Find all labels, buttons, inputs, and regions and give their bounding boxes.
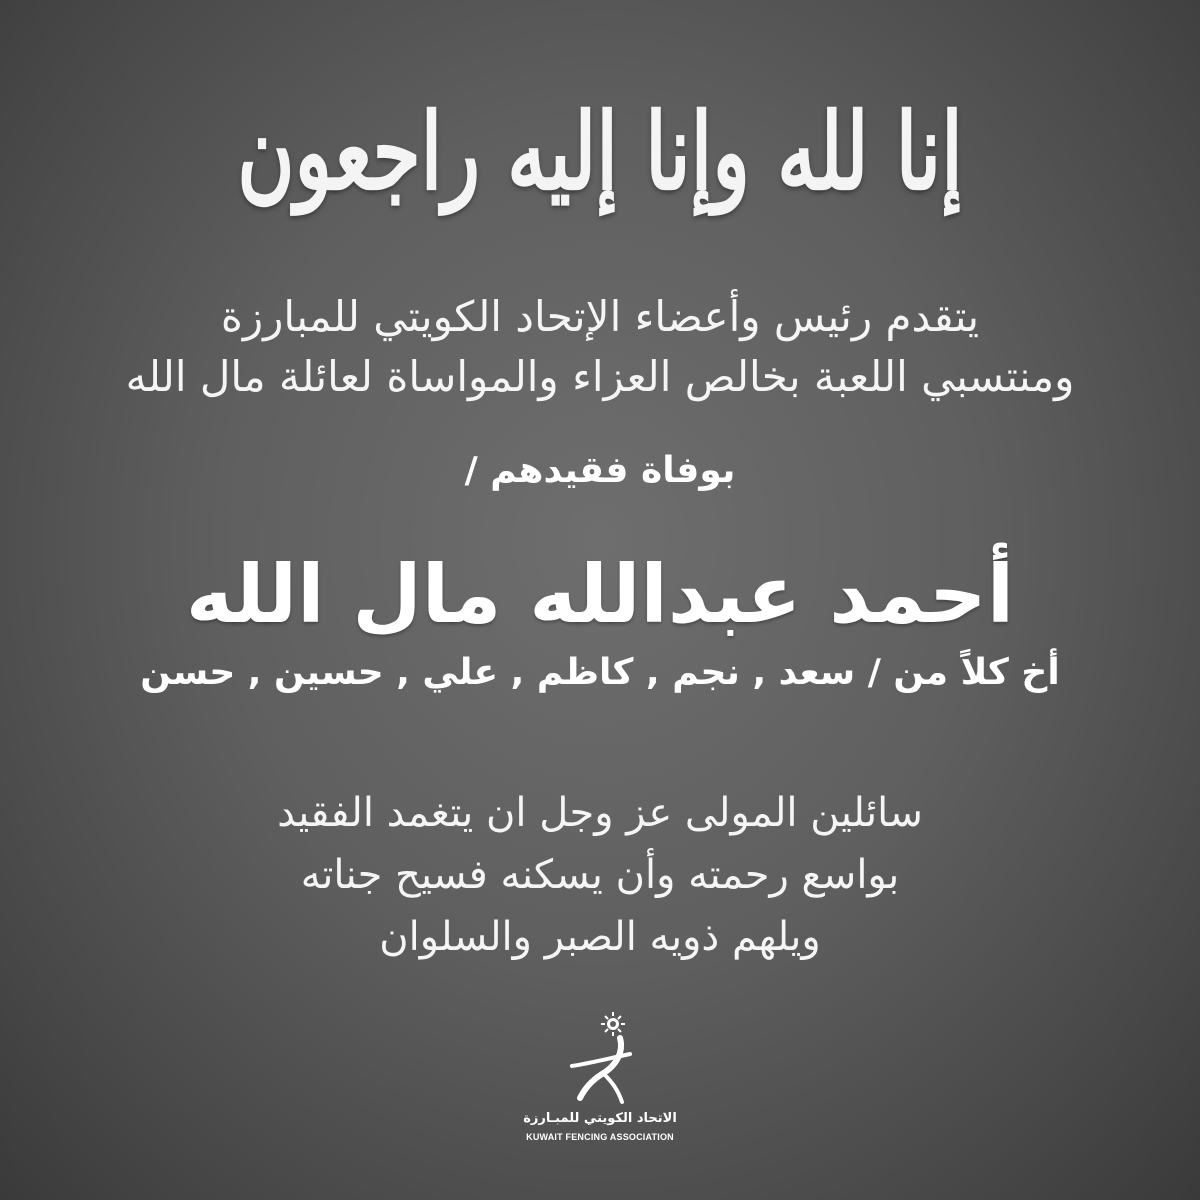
logo-arabic-name: الاتحاد الكويتي للمبـارزة — [523, 1111, 677, 1126]
prayer-line-2: بواسع رحمته وأن يسكنه فسيح جناته — [300, 852, 900, 898]
kuwait-fencing-logo — [510, 1008, 690, 1158]
prayer-line-1: سائلين المولى عز وجل ان يتغمد الفقيد — [277, 790, 923, 836]
subject-line: بوفاة فقيدهم / — [464, 450, 736, 491]
siblings-line: أخ كلاً من / سعد , نجم , كاظم , علي , حسين , حسن — [140, 652, 1060, 693]
deceased-name: أحمد عبدالله مال الله — [185, 548, 1015, 641]
prayer-line-3: ويلهم ذويه الصبر والسلوان — [379, 914, 821, 960]
fencer-logo-icon — [550, 1008, 650, 1108]
intro-line-2: ومنتسبي اللعبة بخالص العزاء والمواساة لعائلة مال الله — [125, 352, 1075, 401]
intro-line-1: يتقدم رئيس وأعضاء الإتحاد الكويتي للمبارزة — [220, 292, 980, 341]
calligraphy-text: إنا لله وإنا إليه راجعون — [237, 90, 963, 214]
logo-english-name: KUWAIT FENCING ASSOCIATION — [526, 1132, 674, 1142]
calligraphy-header — [237, 52, 963, 252]
